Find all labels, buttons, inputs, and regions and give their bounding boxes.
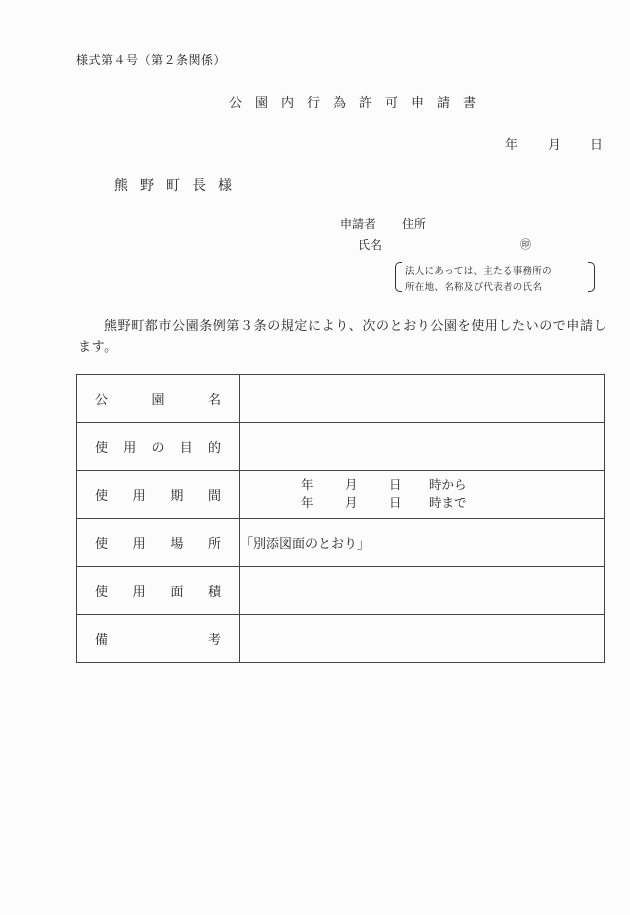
application-table xyxy=(76,374,605,663)
area-field[interactable] xyxy=(240,567,605,615)
table-row-purpose xyxy=(77,423,605,471)
table-row-place xyxy=(77,519,605,567)
label-period xyxy=(77,471,240,519)
name-label: 氏名 xyxy=(358,238,383,252)
label-char: 所 xyxy=(207,537,221,552)
document-title: 公園内行為許可申請書 xyxy=(229,96,490,111)
corporate-note xyxy=(395,260,595,294)
from-year: 年 xyxy=(301,477,314,492)
label-char: 用 xyxy=(132,537,146,552)
label-char: 使 xyxy=(95,441,109,456)
label-char: 用 xyxy=(132,489,146,504)
from-month: 月 xyxy=(345,477,358,492)
bracket-left xyxy=(395,262,402,292)
label-char: 間 xyxy=(207,489,221,504)
label-remarks xyxy=(77,615,240,663)
to-hour: 時まで xyxy=(429,495,467,510)
from-hour: 時から xyxy=(429,477,467,492)
date-day-label: 日 xyxy=(590,138,604,153)
period-from xyxy=(301,476,467,494)
to-month: 月 xyxy=(345,495,358,510)
place-field[interactable]: 「別添図面のとおり」 xyxy=(240,519,605,567)
label-char: 目 xyxy=(179,441,193,456)
label-char: 積 xyxy=(207,585,221,600)
body-text: 熊野町都市公園条例第３条の規定により、次のとおり公園を使用したいので申請します。 xyxy=(78,319,608,355)
applicant-label: 申請者 xyxy=(340,217,377,231)
label-char: 使 xyxy=(95,585,109,600)
label-char: の xyxy=(151,441,165,456)
label-char: 場 xyxy=(170,537,184,552)
addressee: 熊野町長様 xyxy=(114,178,244,194)
label-purpose xyxy=(77,423,240,471)
label-char: 使 xyxy=(95,489,109,504)
purpose-field[interactable] xyxy=(240,423,605,471)
form-number: 様式第４号（第２条関係） xyxy=(76,53,227,67)
note-line-1: 法人にあっては、主たる事務所の xyxy=(405,266,552,277)
label-char: 備 xyxy=(95,633,109,648)
label-char: 面 xyxy=(170,585,184,600)
period-field[interactable] xyxy=(240,471,605,519)
park-name-field[interactable] xyxy=(240,375,605,423)
from-day: 日 xyxy=(389,477,402,492)
bracket-right xyxy=(588,262,595,292)
label-char: 考 xyxy=(207,633,221,648)
date-year-label: 年 xyxy=(505,138,519,153)
label-park-name xyxy=(77,375,240,423)
label-area xyxy=(77,567,240,615)
table-row-park-name xyxy=(77,375,605,423)
table-row-area xyxy=(77,567,605,615)
label-char: 用 xyxy=(123,441,137,456)
label-char: 園 xyxy=(151,393,165,408)
label-char: 使 xyxy=(95,537,109,552)
table-row-remarks xyxy=(77,615,605,663)
date-month-label: 月 xyxy=(548,138,562,153)
label-char: 用 xyxy=(132,585,146,600)
label-char: 的 xyxy=(207,441,221,456)
address-label: 住所 xyxy=(402,217,427,231)
remarks-field[interactable] xyxy=(240,615,605,663)
table-row-period xyxy=(77,471,605,519)
label-char: 名 xyxy=(207,393,221,408)
label-char: 期 xyxy=(170,489,184,504)
body-paragraph xyxy=(78,316,608,358)
to-day: 日 xyxy=(389,495,402,510)
seal-mark: ㊞ xyxy=(520,238,531,251)
note-line-2: 所在地、名称及び代表者の氏名 xyxy=(405,282,543,293)
label-char: 公 xyxy=(95,393,109,408)
period-to xyxy=(301,494,467,512)
label-place xyxy=(77,519,240,567)
to-year: 年 xyxy=(301,495,314,510)
